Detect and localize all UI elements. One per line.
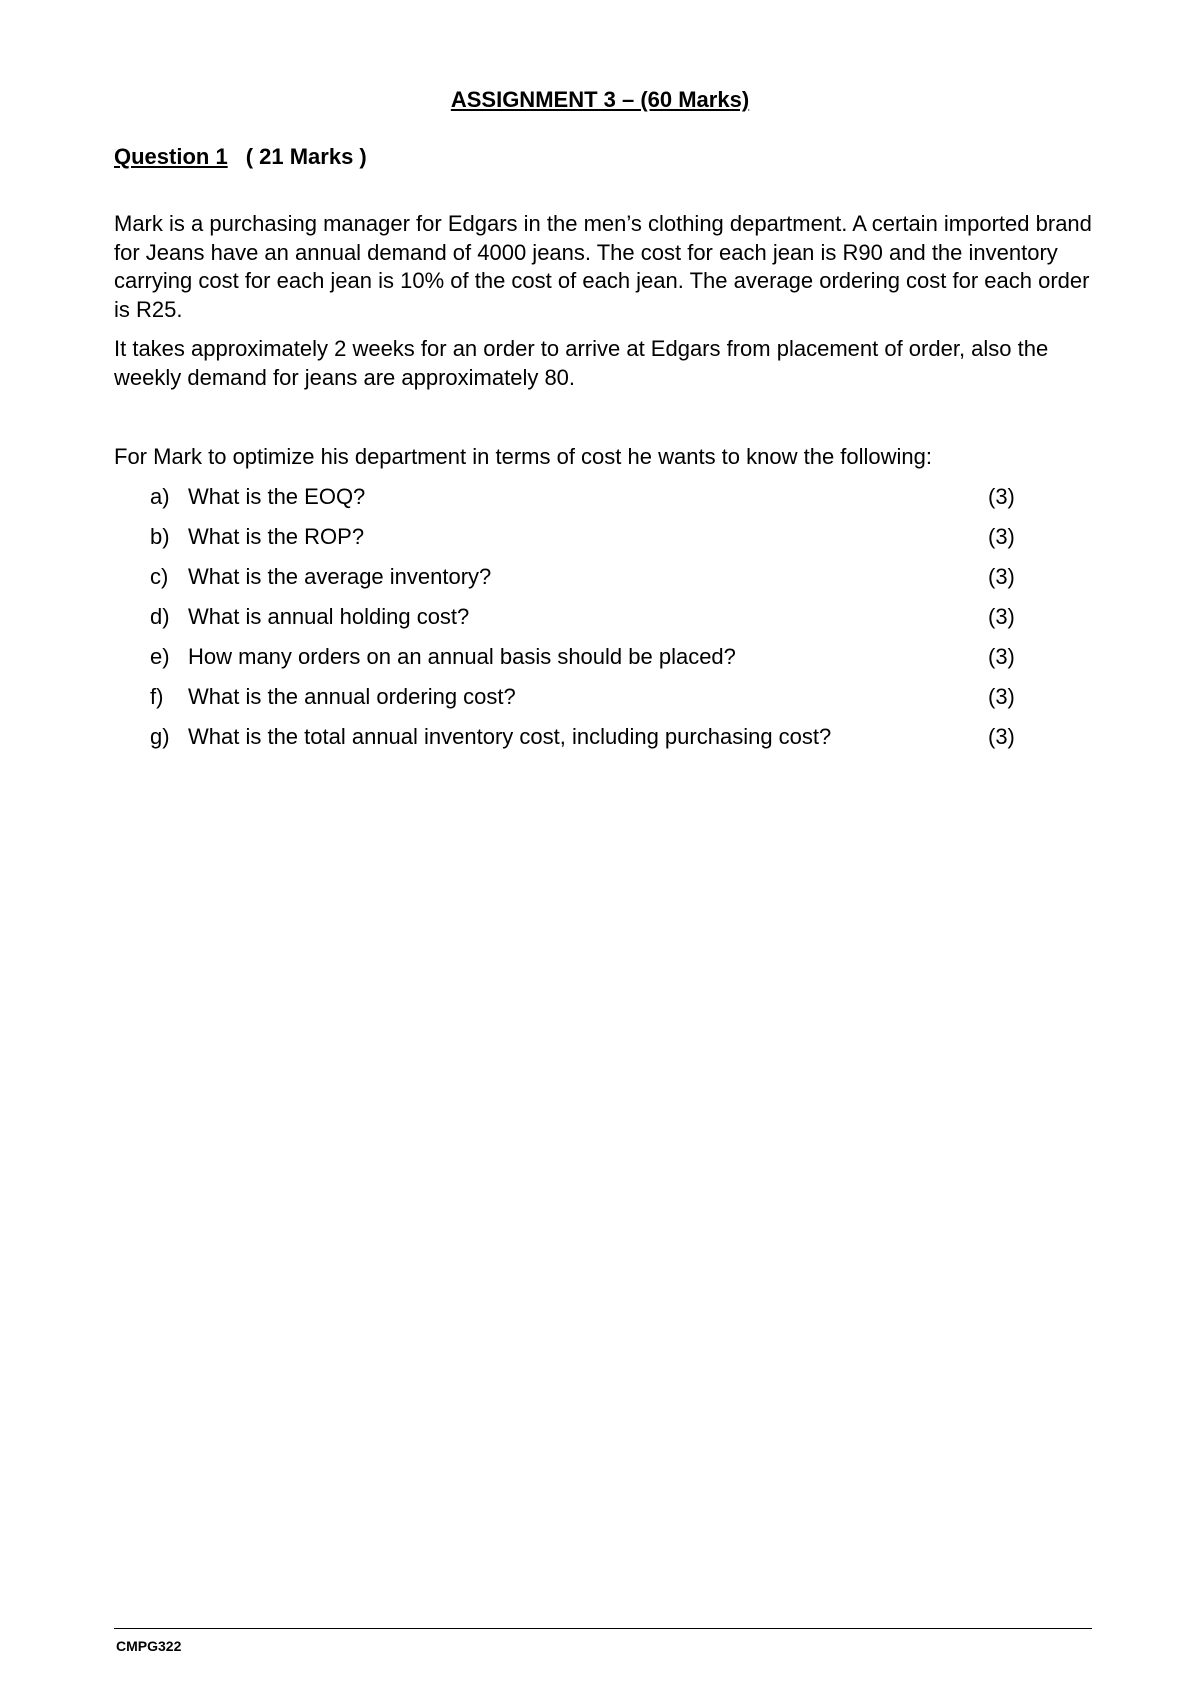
sub-question-marks: (3)	[988, 604, 1015, 629]
sub-question-letter: c)	[150, 564, 169, 589]
sub-question-text: What is the EOQ?	[188, 484, 366, 509]
sub-question-text: What is annual holding cost?	[188, 604, 470, 629]
sub-question-c	[150, 563, 1030, 603]
sub-question-e	[150, 643, 1030, 683]
footer-divider	[114, 1628, 1092, 1629]
assignment-title: ASSIGNMENT 3 – (60 Marks)	[450, 87, 750, 112]
sub-question-text: What is the total annual inventory cost, including purchasing cost?	[188, 724, 832, 749]
question-marks: ( 21 Marks )	[245, 144, 367, 169]
sub-question-letter: g)	[150, 724, 170, 749]
sub-question-marks: (3)	[988, 644, 1015, 669]
sub-question-marks: (3)	[988, 524, 1015, 549]
footer-course-code: CMPG322	[116, 1638, 182, 1654]
sub-question-text: What is the average inventory?	[188, 564, 492, 589]
sub-question-text: What is the annual ordering cost?	[188, 684, 516, 709]
sub-question-marks: (3)	[988, 684, 1015, 709]
sub-question-text: How many orders on an annual basis should be placed?	[188, 644, 736, 669]
sub-question-letter: a)	[150, 484, 170, 509]
question-label: Question 1	[114, 144, 228, 169]
sub-question-marks: (3)	[988, 564, 1015, 589]
sub-question-marks: (3)	[988, 484, 1015, 509]
sub-question-text: What is the ROP?	[188, 524, 365, 549]
sub-question-list	[150, 483, 1030, 763]
sub-question-g	[150, 723, 1030, 763]
sub-question-f	[150, 683, 1030, 723]
scenario-paragraph: Mark is a purchasing manager for Edgars in the men’s clothing department. A certain imported brand for Jeans have an annual demand of 4000 jeans. The cost for each jean is R90 and the inventory carrying cost for each jean is 10% of the cost of each jean. The average ordering cost for each order is R25.	[114, 211, 1092, 322]
sub-question-letter: d)	[150, 604, 170, 629]
sub-question-d	[150, 603, 1030, 643]
sub-question-b	[150, 523, 1030, 563]
sub-question-marks: (3)	[988, 724, 1015, 749]
lead-time-paragraph: It takes approximately 2 weeks for an order to arrive at Edgars from placement of order, also the weekly demand for jeans are approximately 80.	[114, 336, 1049, 390]
sub-question-letter: f)	[150, 684, 164, 709]
sub-question-letter: e)	[150, 644, 170, 669]
sub-question-letter: b)	[150, 524, 170, 549]
questions-intro: For Mark to optimize his department in terms of cost he wants to know the following:	[114, 444, 933, 469]
question-heading	[114, 143, 367, 171]
sub-question-a	[150, 483, 1030, 523]
